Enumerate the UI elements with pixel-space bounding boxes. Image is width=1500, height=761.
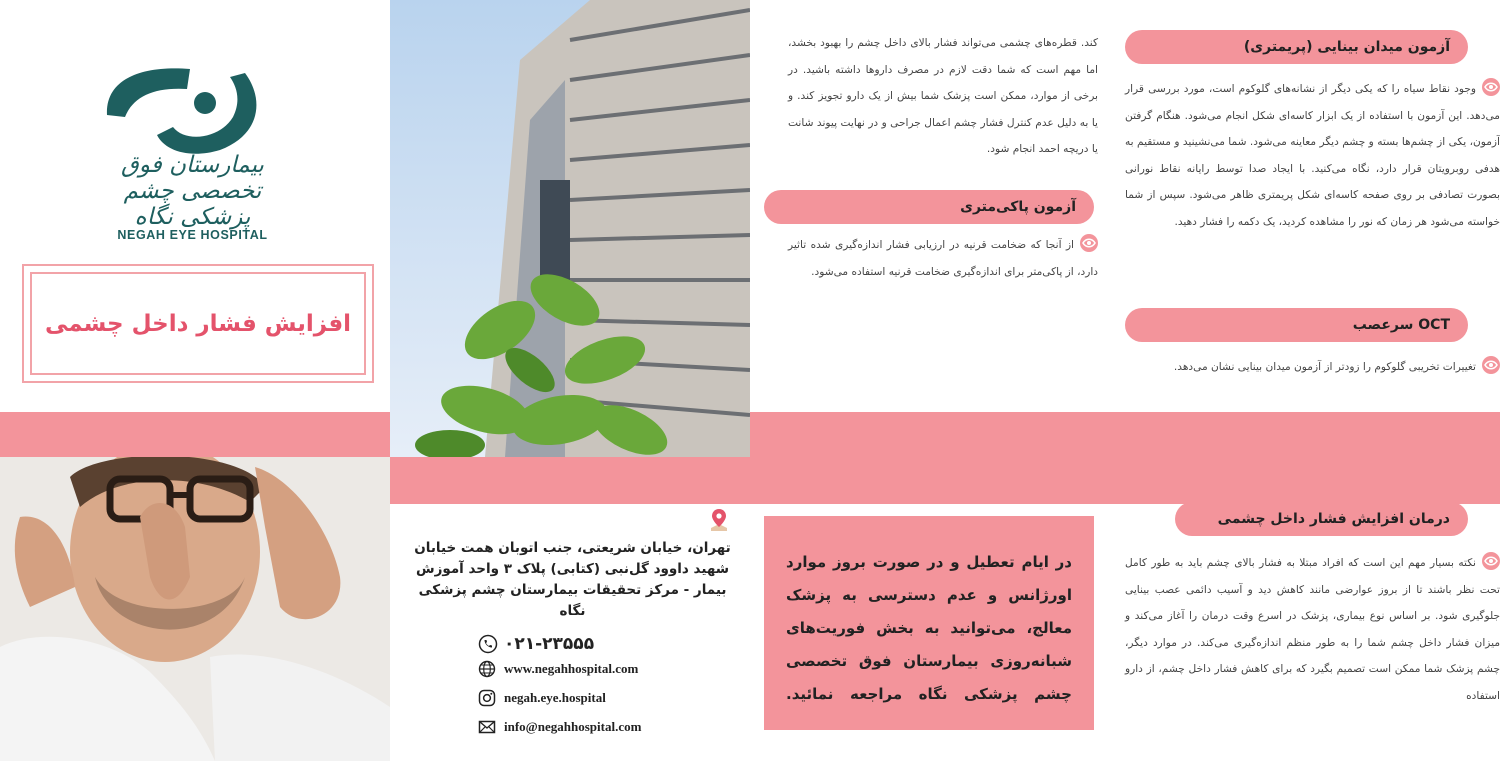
email-address[interactable]: info@negahhospital.com xyxy=(504,719,642,734)
eye-bullet-icon xyxy=(1080,234,1098,252)
phone-number: ۰۲۱-۲۳۵۵۵ xyxy=(504,634,595,654)
treatment-text: نکته بسیار مهم این است که افراد مبتلا به فشار بالای چشم باید به طور کامل تحت نظر باشند تا از بروز عوارضی مانند کاهش دید و آسیب دائمی عصب بینایی جلوگیری شود. بر اساس نوع بیماری، پزشک در اسرع وقت درمان را آغاز می‌کند و میزان فشار داخل چشم شما را به طور منظم اندازه‌گیری می‌کند. در موارد دیگر، چشم پزشک شما ممکن است تصمیم بگیرد که برای کاهش فشار داخل چشم، از دارو استفاده xyxy=(1125,557,1500,702)
emergency-box xyxy=(764,516,1094,730)
address-text: تهران، خیابان شریعتی، جنب اتوبان همت خیابان شهید داوود گل‌نبی (کتابی) پلاک ۳ واحد آموزش بیمار - مرکز تحقیقات بیمارستان چشم پزشکی نگاه xyxy=(414,540,731,619)
perimetry-paragraph xyxy=(1125,76,1500,235)
website-row[interactable] xyxy=(478,660,638,678)
emergency-text: در ایام تعطیل و در صورت بروز موارد اورژانس و عدم دسترسی به پزشک معالج، می‌توانید به بخش فوریت‌های شبانه‌روزی بیمارستان فوق تخصصی چشم پزشکی نگاه مراجعه نمائید. xyxy=(786,553,1072,703)
email-icon xyxy=(478,718,496,736)
building-illustration xyxy=(390,0,750,457)
website-link[interactable]: www.negahhospital.com xyxy=(504,661,639,676)
eye-bullet-icon xyxy=(1482,356,1500,374)
perimetry-text: وجود نقاط سیاه را که یکی دیگر از نشانه‌های گلوکوم است، مورد بررسی قرار می‌دهد. این آزمون با استفاده از یک ابزار کاسه‌ای شکل انجام می‌شود. هنگام گرفتن آزمون، یکی از چشم‌ها بسته و چشم دیگر معاینه می‌شود. شما می‌نشینید و مستقیم به هدفی روبرویتان قرار دارد، نگاه می‌کنید. با ایجاد صدا توسط رایانه نقاط نورانی بصورت تصادفی بر روی صفحه کاسه‌ای شکل پریمتری ظاهر می‌شود. سپس از شما خواسته می‌شود هر زمان که نور را مشاهده کردید، یک دکمه را فشار دهید. xyxy=(1125,83,1500,228)
hospital-logo-icon xyxy=(95,55,275,160)
man-with-eye-strain-photo xyxy=(0,457,390,761)
eye-bullet-icon xyxy=(1482,78,1500,96)
cover-title: افزایش فشار داخل چشمی xyxy=(44,310,352,337)
man-illustration xyxy=(0,457,390,761)
phone-icon xyxy=(478,634,498,654)
hospital-name-persian: بیمارستان فوق تخصصی چشم پزشکی نگاه xyxy=(121,152,264,230)
location-pin-icon xyxy=(708,508,730,532)
pachymetry-heading-text: آزمون پاکی‌متری xyxy=(960,199,1076,215)
treatment-paragraph xyxy=(1125,550,1500,709)
oct-heading-text: OCT سرعصب xyxy=(1352,317,1450,333)
hospital-building-photo xyxy=(390,0,750,457)
pachymetry-text: از آنجا که ضخامت قرنیه در ارزیابی فشار اندازه‌گیری شده تاثیر دارد، از پاکی‌متر برای اندازه‌گیری ضخامت قرنیه استفاده می‌شود. xyxy=(788,239,1098,278)
cover-title-inner xyxy=(30,272,366,375)
globe-icon xyxy=(478,660,496,678)
treatment-heading-text: درمان افزایش فشار داخل چشمی xyxy=(1217,511,1450,527)
continuation-paragraph: کند. قطره‌های چشمی می‌تواند فشار بالای داخل چشم را بهبود بخشد، اما مهم است که شما دقت لازم در مصرف داروها داشته باشید. در برخی از موارد، ممکن است پزشک شما بیش از یک دارو تجویز کند. و یا به دلیل عدم کنترل فشار چشم اعمال جراحی و در نهایت پیوند شانت یا دریچه احمد انجام شود. xyxy=(788,37,1098,155)
perimetry-heading xyxy=(1125,30,1468,64)
pachymetry-heading xyxy=(764,190,1094,224)
perimetry-heading-text: آزمون میدان بینایی (پریمتری) xyxy=(1243,39,1450,55)
oct-paragraph xyxy=(1125,354,1500,381)
instagram-row[interactable] xyxy=(478,689,606,707)
eye-bullet-icon xyxy=(1482,552,1500,570)
hospital-name-english: NEGAH EYE HOSPITAL xyxy=(117,228,268,242)
instagram-handle[interactable]: negah.eye.hospital xyxy=(504,690,606,705)
phone-row[interactable] xyxy=(478,634,594,654)
instagram-icon xyxy=(478,689,496,707)
treatment-heading xyxy=(1175,502,1468,536)
email-row[interactable] xyxy=(478,718,641,736)
pachymetry-paragraph xyxy=(788,232,1098,285)
oct-text: تغییرات تخریبی گلوکوم را زودتر از آزمون میدان بینایی نشان می‌دهد. xyxy=(1173,361,1476,373)
cover-title-box xyxy=(22,264,374,383)
oct-heading xyxy=(1125,308,1468,342)
